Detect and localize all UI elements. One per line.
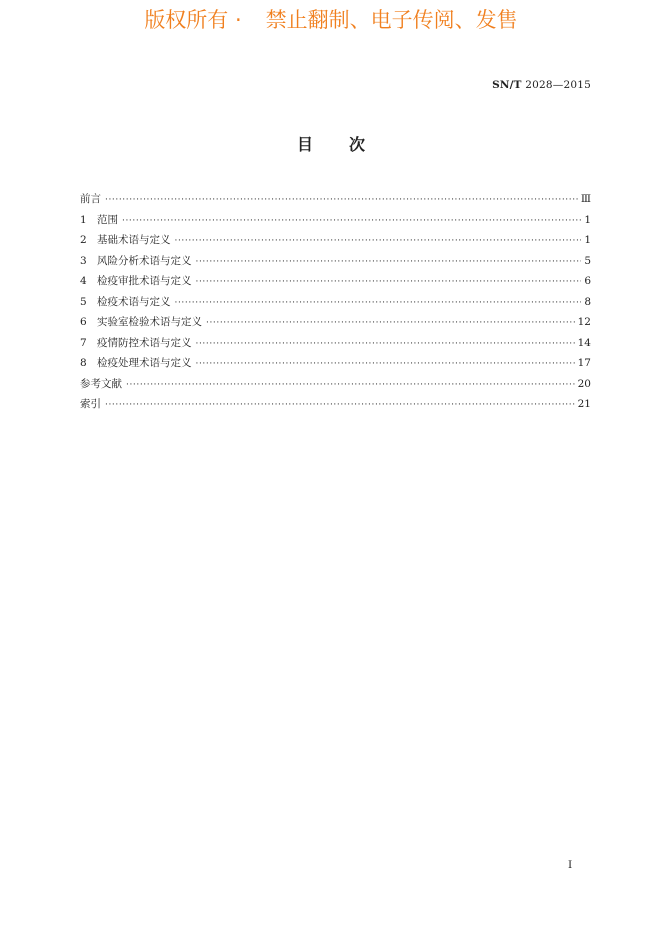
standard-prefix: SN/T bbox=[492, 79, 522, 91]
toc-entry-5[interactable] bbox=[80, 292, 591, 313]
toc-entry-number: 5 bbox=[80, 295, 87, 308]
toc-entry-page: 8 bbox=[584, 295, 591, 308]
toc-entry-label: 检疫术语与定义 bbox=[97, 295, 171, 308]
toc-entry-page: 12 bbox=[577, 316, 591, 328]
copyright-banner bbox=[0, 6, 662, 34]
toc-entry-page: 21 bbox=[577, 398, 591, 410]
toc-entry-label: 风险分析术语与定义 bbox=[97, 254, 192, 267]
toc-leader-dots bbox=[206, 313, 575, 334]
toc-entry-8[interactable] bbox=[80, 353, 591, 374]
toc-entry-number: 6 bbox=[80, 316, 87, 328]
toc-entry-number: 7 bbox=[80, 336, 87, 349]
toc-leader-dots bbox=[105, 190, 578, 211]
standard-code bbox=[492, 78, 591, 92]
toc-entry-page: 17 bbox=[577, 357, 591, 369]
toc-entry-number: 1 bbox=[80, 213, 87, 226]
toc-entry-label: 前言 bbox=[80, 193, 101, 205]
toc-entry-label: 参考文献 bbox=[80, 377, 122, 390]
toc-entry-label: 检疫处理术语与定义 bbox=[97, 357, 192, 369]
toc-entry-foreword[interactable] bbox=[80, 189, 591, 210]
toc-entry-3[interactable] bbox=[80, 251, 591, 272]
toc-entry-index[interactable] bbox=[80, 394, 591, 415]
toc-leader-dots bbox=[175, 293, 582, 314]
banner-text-prohibition: 禁止翻制、电子传阅、发售 bbox=[265, 8, 518, 32]
banner-text-copyright: 版权所有 · bbox=[144, 8, 242, 32]
toc-entry-number: 3 bbox=[80, 254, 87, 267]
toc-entry-1[interactable] bbox=[80, 210, 591, 231]
toc-leader-dots bbox=[196, 334, 575, 355]
toc-entry-2[interactable] bbox=[80, 230, 591, 251]
toc-entry-label: 基础术语与定义 bbox=[97, 234, 171, 246]
toc-leader-dots bbox=[196, 354, 575, 375]
toc-entry-label: 疫情防控术语与定义 bbox=[97, 336, 192, 349]
toc-entry-number: 8 bbox=[80, 357, 87, 369]
toc-leader-dots bbox=[122, 211, 581, 232]
toc-leader-dots bbox=[126, 375, 575, 396]
toc-entry-page: 20 bbox=[577, 377, 591, 390]
toc-entry-label: 范围 bbox=[97, 213, 118, 226]
toc-entry-page: 1 bbox=[584, 234, 591, 246]
toc-leader-dots bbox=[196, 252, 582, 273]
toc-leader-dots bbox=[196, 272, 582, 293]
toc-entry-page: 14 bbox=[577, 336, 591, 349]
table-of-contents bbox=[80, 189, 591, 415]
toc-entry-number: 4 bbox=[80, 275, 87, 287]
toc-entry-4[interactable] bbox=[80, 271, 591, 292]
toc-entry-page: Ⅲ bbox=[580, 193, 591, 205]
toc-entry-label: 实验室检验术语与定义 bbox=[97, 316, 202, 328]
toc-leader-dots bbox=[105, 395, 575, 416]
toc-leader-dots bbox=[175, 231, 582, 252]
page-number: I bbox=[568, 859, 573, 871]
toc-entry-number: 2 bbox=[80, 234, 87, 246]
toc-entry-label: 检疫审批术语与定义 bbox=[97, 275, 192, 287]
standard-number: 2028—2015 bbox=[525, 79, 591, 91]
toc-entry-page: 5 bbox=[584, 254, 591, 267]
toc-entry-page: 1 bbox=[584, 213, 591, 226]
toc-entry-label: 索引 bbox=[80, 398, 101, 410]
toc-entry-6[interactable] bbox=[80, 312, 591, 333]
toc-entry-page: 6 bbox=[584, 275, 591, 287]
toc-title: 目次 bbox=[296, 135, 401, 154]
toc-entry-7[interactable] bbox=[80, 333, 591, 354]
toc-entry-references[interactable] bbox=[80, 374, 591, 395]
